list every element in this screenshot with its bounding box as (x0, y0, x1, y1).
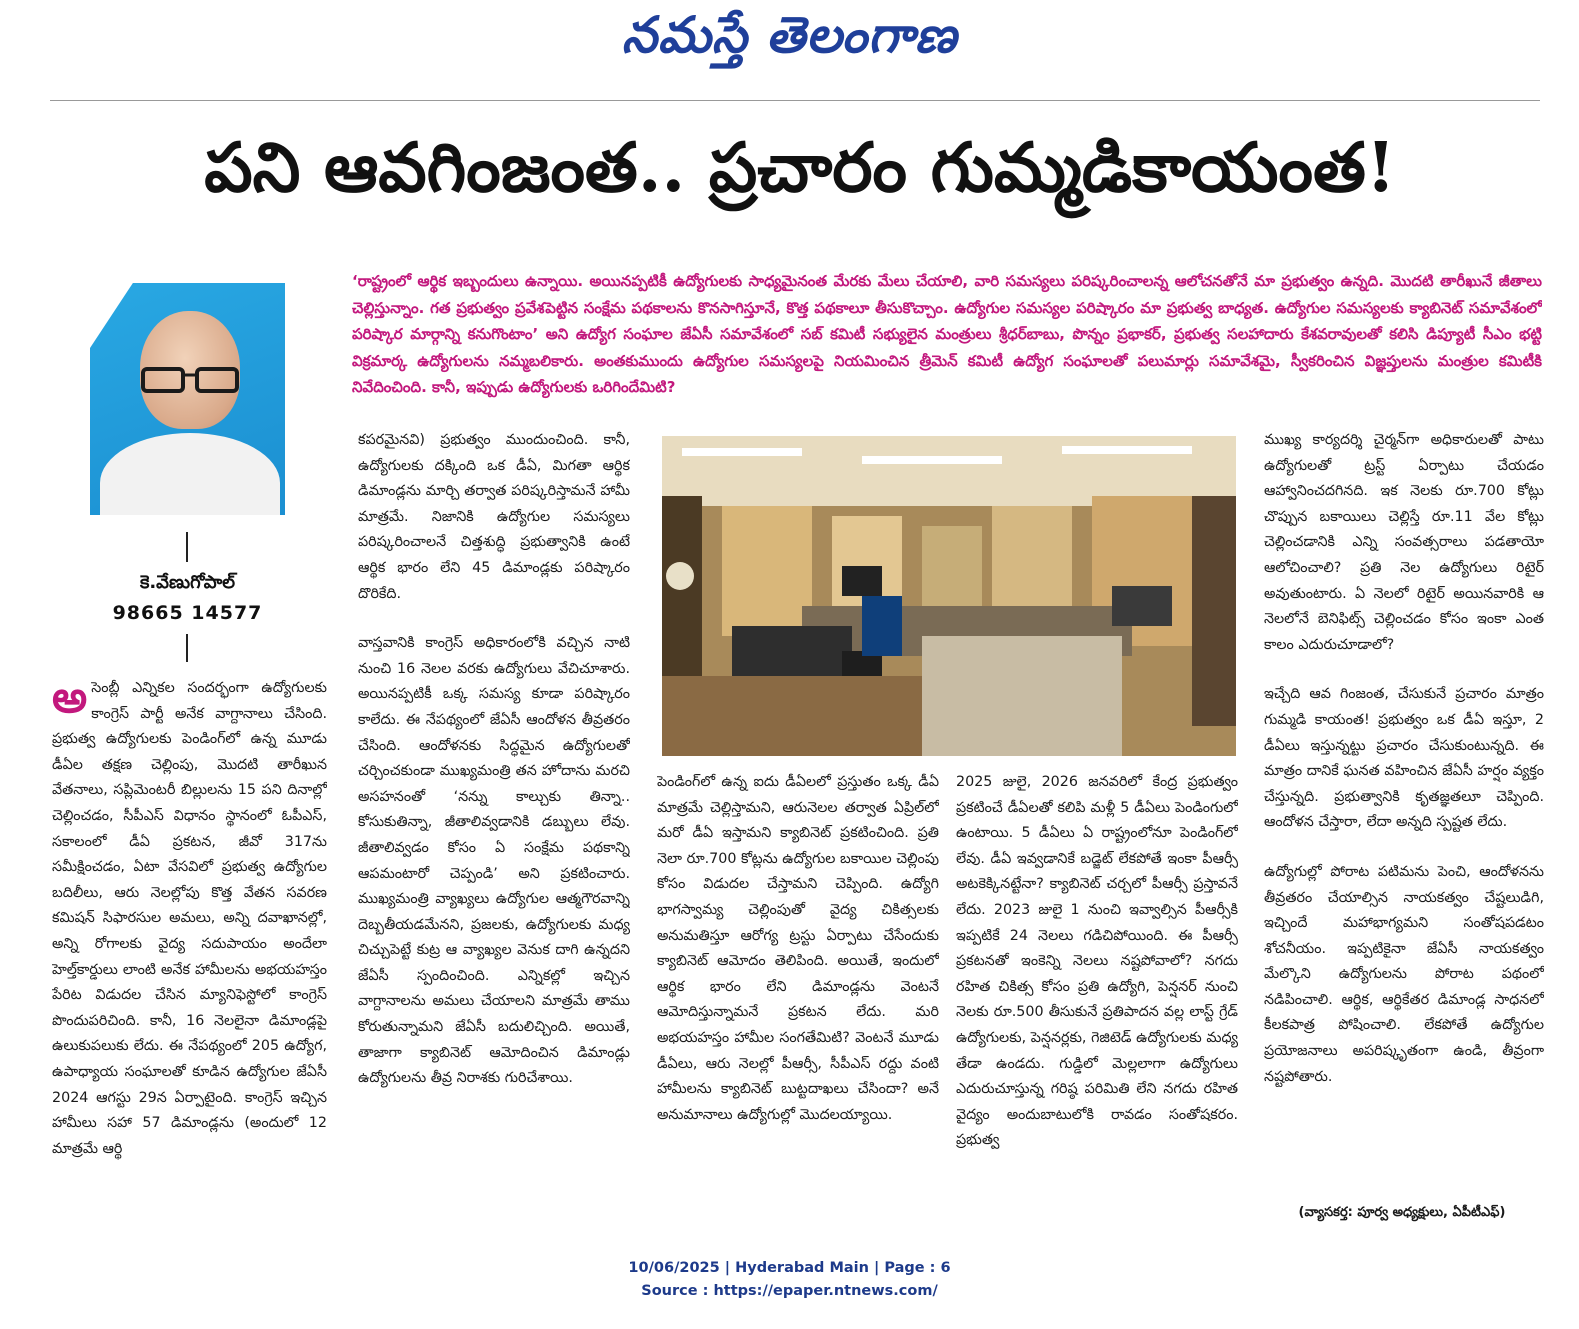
column-5-paragraph-2: ఇచ్చేది ఆవ గింజంత, చేసుకునే ప్రచారం మాత్రం గుమ్మడి కాయంత! ప్రభుత్వం ఒక డీఏ ఇస్తూ, 2 డీఏలు ఇస్తున్నట్టు ప్రచారం చేసుకుంటున్నది. ఈ మాత్రం దానికే ఘనత వహించిన జేఏసీ హర్షం వ్యక్తం చేస్తున్నది. ప్రభుత్వానికి కృతజ్ఞతలూ చెప్పింది. ఆందోళన చేస్తారా, లేదా అన్నది స్పష్టత లేదు. (1264, 686, 1544, 831)
column-2-paragraph-1: కపరమైనవి) ప్రభుత్వం ముందుంచింది. కానీ, ఉద్యోగులకు దక్కింది ఒక డీఏ, మిగతా ఆర్థిక డిమాండ్లను మార్చి తర్వాత పరిష్కరిస్తామనే హామీ మాత్రమే. నిజానికి ఉద్యోగుల సమస్యలు పరిష్కరించాలనే చిత్తశుద్ధి ప్రభుత్వానికి ఉంటే ఆర్థిక భారం లేని 45 డిమాండ్లకు పరిష్కారం దొరికేది. (358, 432, 630, 602)
article-column-4 (956, 770, 1238, 1230)
column-4-text: 2025 జులై, 2026 జనవరిలో కేంద్ర ప్రభుత్వం ప్రకటించే డీఏలతో కలిపి మళ్లీ 5 డీఏలు పెండింగులో ఉంటాయి. 5 డీఏలు ఏ రాష్ట్రంలోనూ పెండింగ్‌లో లేవు. డీఏ ఇవ్వడానికే బడ్జెట్ లేకపోతే ఇంకా పీఆర్సీ అటకెక్కినట్టేనా? క్యాబినెట్ చర్చలో పీఆర్సీ ప్రస్తావనే లేదు. 2023 జులై 1 నుంచి ఇవ్వాల్సిన పీఆర్సీకి ఇప్పటికే 24 నెలలు గడిచిపోయింది. ఈ పీఆర్సీ ప్రకటనతో ఇంకెన్ని నెలలు నష్టపోవాలో? నగదు రహిత చికిత్స కోసం ప్రతి ఉద్యోగి, పెన్షనర్ నుంచి నెలకు రూ.500 తీసుకునే ప్రతిపాదన వల్ల లాస్ట్ గ్రేడ్ ఉద్యోగులకు, పెన్షనర్లకు, గెజిటెడ్ ఉద్యోగులకు మధ్య తేడా ఉండదు. గుడ్డిలో మెల్లలాగా ఉద్యోగులు ఎదురుచూస్తున్న గరిష్ఠ పరిమితి లేని నగదు రహిత వైద్యం అందుబాటులోకి రావడం సంతోషకరం. ప్రభుత్వ (956, 774, 1238, 1149)
article-intro: ‘రాష్ట్రంలో ఆర్థిక ఇబ్బందులు ఉన్నాయి. అయినప్పటికీ ఉద్యోగులకు సాధ్యమైనంత మేరకు మేలు చేయాలి, వారి సమస్యలు పరిష్కరించాలన్న ఆలోచనతోనే మా ప్రభుత్వం ఉన్నది. మొదటి తారీఖునే జీతాలు చెల్లిస్తున్నాం. గత ప్రభుత్వం ప్రవేశపెట్టిన సంక్షేమ పథకాలను కొనసాగిస్తూనే, కొత్త పథకాలూ తీసుకొచ్చాం. ఉద్యోగుల సమస్యల పరిష్కారం మా ప్రభుత్వ బాధ్యత. ఉద్యోగుల సమస్యలకు క్యాబినెట్ సమావేశంలో పరిష్కార మార్గాన్ని కనుగొంటాం’ అని ఉద్యోగ సంఘాల జేఏసీ సమావేశంలో సబ్ కమిటీ సభ్యులైన మంత్రులు శ్రీధర్‌బాబు, పొన్నం ప్రభాకర్, ప్రభుత్వ సలహాదారు కేశవరావులతో కలిసి డిప్యూటీ సీఎం భట్టి విక్రమార్క ఉద్యోగులను నమ్మబలికారు. అంతకుముందు ఉద్యోగుల సమస్యలపై నియమించిన త్రీమెన్ కమిటీ ఉద్యోగ సంఘాలతో పలుమార్లు సమావేశమై, స్వీకరించిన విజ్ఞప్తులను మంత్రుల కమిటీకి నివేదించింది. కానీ, ఇప్పుడు ఉద్యోగులకు ఒరిగిందేమిటి? (352, 272, 1542, 396)
author-phone: 98665 14577 (112, 602, 263, 624)
article-headline: పని ఆవగింజంత.. ప్రచారం గుమ్మడికాయంత! (204, 128, 1396, 208)
column-2-paragraph-2: వాస్తవానికి కాంగ్రెస్ అధికారంలోకి వచ్చిన నాటి నుంచి 16 నెలల వరకు ఉద్యోగులు వేచిచూశారు. అయినప్పటికీ ఒక్క సమస్య కూడా పరిష్కారం కాలేదు. ఈ నేపథ్యంలో జేఏసీ ఆందోళన తీవ్రతరం చేసింది. ఆందోళనకు సిద్ధమైన ఉద్యోగులతో చర్చించకుండా ముఖ్యమంత్రి తన హోదాను మరచి అసహనంతో ‘నన్ను కాల్చుకు తిన్నా.. కోసుకుతిన్నా, జీతాలివ్వడానికి డబ్బులు లేవు. జీతాలివ్వడం కోసం ఏ సంక్షేమ పథకాన్ని ఆపమంటారో చెప్పండి’ అని ప్రకటించారు. ముఖ్యమంత్రి వ్యాఖ్యలు ఉద్యోగుల ఆత్మగౌరవాన్ని దెబ్బతీయడమేనని, ప్రజలకు, ఉద్యోగులకు మధ్య చిచ్చుపెట్టే కుట్ర ఆ వ్యాఖ్యల వెనుక దాగి ఉన్నదని జేఏసీ స్పందించింది. ఎన్నికల్లో ఇచ్చిన వాగ్దానాలను అమలు చేయాలని మాత్రమే తాము కోరుతున్నామని జేఏసీ బదులిచ్చింది. అయితే, తాజాగా క్యాబినెట్ ఆమోదించిన డిమాండ్లు ఉద్యోగులను తీవ్ర నిరాశకు గురిచేశాయి. (358, 635, 630, 1087)
author-divider-top (186, 532, 188, 562)
page-info: 10/06/2025 | Hyderabad Main | Page : 6 (628, 1260, 951, 1276)
author-divider-bottom (186, 634, 188, 662)
article-column-5 (1264, 428, 1544, 1203)
column-3-text: పెండింగ్‌లో ఉన్న ఐదు డీఏలలో ప్రస్తుతం ఒక్క డీఏ మాత్రమే చెల్లిస్తామని, ఆరునెలల తర్వాత ఏప్రిల్‌లో మరో డీఏ ఇస్తామని క్యాబినెట్ ప్రకటించింది. ప్రతి నెలా రూ.700 కోట్లను ఉద్యోగుల బకాయిల చెల్లింపు కోసం విడుదల చేస్తామని చెప్పింది. ఉద్యోగి భాగస్వామ్య చెల్లింపుతో వైద్య చికిత్సలకు అనుమతిస్తూ ఆరోగ్య ట్రస్టు ఏర్పాటు చేసేందుకు క్యాబినెట్ ఆమోదం తెలిపింది. అయితే, ఇందులో ఆర్థిక భారం లేని డిమాండ్లను వెంటనే ఆమోదిస్తున్నామనే ప్రకటన లేదు. మరి అభయహస్తం హామీల సంగతేమిటి? వెంటనే మూడు డీఏలు, ఆరు నెలల్లో పీఆర్సీ, సీపీఎస్ రద్దు వంటి హామీలను క్యాబినెట్ బుట్టదాఖలు చేసిందా? అనే అనుమానాలు ఉద్యోగుల్లో మొదలయ్యాయి. (657, 774, 939, 1123)
drop-cap: అ (52, 676, 88, 723)
newspaper-masthead: నమస్తే తెలంగాణ (621, 6, 958, 64)
article-column-3 (657, 770, 939, 1230)
glasses-icon (137, 365, 243, 395)
office-photo (662, 436, 1236, 756)
author-name: కె.వేణుగోపాల్ (139, 572, 236, 593)
writer-credit: (వ్యాసకర్త: పూర్వ అధ్యక్షులు, ఏపీటీఎఫ్) (1298, 1205, 1506, 1220)
source-link[interactable]: Source : https://epaper.ntnews.com/ (641, 1283, 938, 1299)
column-5-paragraph-3: ఉద్యోగుల్లో పోరాట పటిమను పెంచి, ఆందోళనను తీవ్రతరం చేయాల్సిన నాయకత్వం చేష్టలుడిగి, ఇచ్చిందే మహాభాగ్యమని సంతోషపడటం శోచనీయం. ఇప్పటికైనా జేఏసీ నాయకత్వం మేల్కొని ఉద్యోగులను పోరాట పథంలో నడిపించాలి. ఆర్థిక, ఆర్థికేతర డిమాండ్ల సాధనలో కీలకపాత్ర పోషించాలి. లేకపోతే ఉద్యోగుల ప్రయోజనాలు అపరిష్కృతంగా ఉండి, తీవ్రంగా నష్టపోతారు. (1264, 863, 1544, 1085)
article-column-1 (52, 676, 327, 1236)
author-photo (90, 283, 285, 515)
column-5-paragraph-1: ముఖ్య కార్యదర్శి చైర్మన్‌గా అధికారులతో పాటు ఉద్యోగులతో ట్రస్ట్ ఏర్పాటు చేయడం ఆహ్వానించదగినది. ఇక నెలకు రూ.700 కోట్లు చొప్పున బకాయిలు చెల్లిస్తే రూ.11 వేల కోట్లు చెల్లించడానికి ఎన్ని సంవత్సరాలు పడతాయో ఆలోచించాలి? ప్రతి నెల ఉద్యోగులు రిటైర్ అవుతుంటారు. ఏ నెలలో రిటైర్ అయినవారికి ఆ నెలలోనే బెనిఫిట్స్ చెల్లించడం కోసం ఇంకా ఎంత కాలం ఎదురుచూడాలో? (1264, 432, 1544, 653)
masthead-divider (50, 100, 1540, 101)
column-1-text: సెంబ్లీ ఎన్నికల సందర్భంగా ఉద్యోగులకు కాంగ్రెస్ పార్టీ అనేక వాగ్దానాలు చేసింది. ప్రభుత్వ ఉద్యోగులకు పెండింగ్‌లో ఉన్న మూడు డీఏల తక్షణ చెల్లింపు, మొదటి తారీఖున వేతనాలు, సప్లిమెంటరీ బిల్లులను 15 పని దినాల్లో చెల్లించడం, సీపీఎస్ విధానం స్థానంలో ఓపీఎస్, సకాలంలో డీఏ ప్రకటన, జీవో 317ను సమీక్షించడం, ఏటా వేసవిలో ప్రభుత్వ ఉద్యోగుల బదిలీలు, ఆరు నెలల్లోపు కొత్త వేతన సవరణ కమిషన్ సిఫారసుల అమలు, అన్ని దవాఖానల్లో, అన్ని రోగాలకు వైద్య సదుపాయం అందేలా హెల్త్‌కార్డులు లాంటి అనేక హామీలను అభయహస్తం పేరిట విడుదల చేసిన మ్యానిఫెస్టోలో కాంగ్రెస్ పొందుపరిచింది. కానీ, 16 నెలలైనా డిమాండ్లపై ఉలుకుపలుకు లేదు. ఈ నేపథ్యంలో 205 ఉద్యోగ, ఉపాధ్యాయ సంఘాలతో కూడిన ఉద్యోగుల జేఏసీ 2024 ఆగస్టు 29న ఏర్పాటైంది. కాంగ్రెస్ ఇచ్చిన హామీలు సహా 57 డిమాండ్లను (అందులో 12 మాత్రమే ఆర్థి (52, 680, 327, 1157)
article-column-2 (358, 428, 630, 1228)
